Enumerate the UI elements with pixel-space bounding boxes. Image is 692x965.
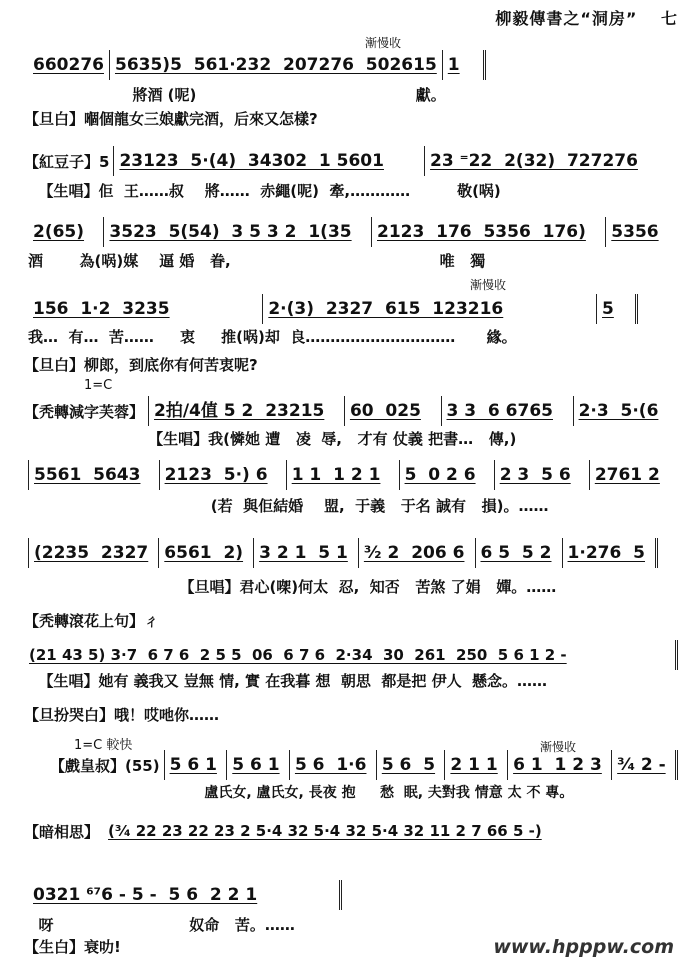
score-line-6 (28, 460, 678, 490)
measure: 1 1 1 2 1 (286, 460, 399, 490)
tune-label: 【秃轉減字芙蓉】 (24, 402, 145, 421)
measure: 1 (442, 50, 486, 80)
measure: 23123 5·(4) 34302 1 5601 (113, 146, 424, 176)
measure: 2·(3) 2327 615 123216 (262, 294, 596, 324)
lyrics-line-2: 【生唱】佢 王……叔 將…… 赤繩(呢) 牽,………… 敬(㖞) (28, 182, 501, 200)
lyrics-line-1: 將酒 (呢) 獻。 (28, 86, 446, 104)
measure: 2 3 5 6 (494, 460, 589, 490)
measure: 6 5 5 2 (475, 538, 562, 568)
tempo-mark: 漸慢收 (365, 36, 402, 50)
measure: 2·3 5·(6 (573, 396, 678, 426)
lyrics-line-3: 酒 為(㖞)媒 逼 婚 眷, 唯 獨 (28, 252, 486, 270)
score-line-8 (24, 640, 678, 670)
measure: 2123 176 5356 176) (371, 217, 605, 247)
measure: 5 (596, 294, 638, 324)
dialogue: 【生白】衰叻! (24, 938, 121, 956)
measure: 5 6 5 (376, 750, 445, 780)
measure: 5 0 2 6 (399, 460, 494, 490)
measure: ³⁄₄ 2 - (611, 750, 678, 780)
measure: 6 1 1 2 3 (507, 750, 611, 780)
measure: 660276 (33, 55, 104, 75)
measure: 3523 5(54) 3 5 3 2 1(35 (103, 217, 371, 247)
lyrics-line-5: 【生唱】我(憐她 遭 凌 辱, 才有 仗義 把書… 傳,) (28, 430, 517, 448)
measure: 60 025 (344, 396, 441, 426)
dialogue: 【秃轉滾花上句】ㄔ (24, 612, 160, 630)
measure: (21 43 5) 3·7 6 7 6 2 5 5 06 6 7 6 2·34 30 261 250 5 6 1 2 - (24, 640, 678, 670)
score-line-10 (24, 816, 678, 846)
measure: 5 6 1·6 (289, 750, 376, 780)
measure: 2123 5·) 6 (159, 460, 286, 490)
score-line-11 (28, 880, 342, 910)
lyrics-line-7: 【旦唱】君心(㗎)何太 忍, 知否 苦煞 了娟 嬋。…… (28, 578, 557, 596)
dialogue: 【旦白】嗰個龍女三娘獻完酒，后來又怎樣? (24, 110, 318, 128)
measure: 5356 (605, 217, 678, 247)
measure: (2235 2327 (28, 538, 158, 568)
measure: 5 6 1 (164, 750, 227, 780)
measure: 23 ⁼22 2(32) 727276 (424, 146, 678, 176)
measure: 3 3 6 6765 (441, 396, 573, 426)
tempo-mark: 漸慢收 (540, 740, 577, 754)
measure: 5561 5643 (28, 460, 159, 490)
tune-label: 【紅豆子】5 (24, 152, 110, 171)
score-line-3 (28, 217, 678, 247)
lyrics-line-6: (若 與佢結婚 盟, 于義 于名 誠有 損)。…… (28, 497, 549, 515)
measure: 2(65) (33, 222, 85, 242)
lyrics-line-9: 盧氏女, 盧氏女, 長夜 抱 愁 眠, 夫對我 情意 太 不 專。 (24, 785, 574, 801)
measure: 5 6 1 (226, 750, 289, 780)
measure: 1·276 5 (562, 538, 659, 568)
key-tempo: 1=C 較快 (74, 738, 133, 753)
score-line-2 (24, 146, 678, 176)
watermark: www.hpppw.com (493, 936, 674, 958)
page-header: 柳毅傳書之“洞房” 七 (495, 9, 678, 28)
measure: (³⁄₄ 22 23 22 23 2 5·4 32 5·4 32 5·4 32 11 2 7 66 5 -) (108, 822, 542, 840)
tempo-mark: 漸慢收 (470, 278, 507, 292)
measure: ³⁄₂ 2 206 6 (358, 538, 475, 568)
measure: 2拍/4值 5 2 23215 (148, 396, 344, 426)
lyrics-line-4: 我… 有… 苦…… 衷 推(㖞)却 良………………………… 緣。 (28, 328, 517, 346)
score-line-1 (28, 50, 678, 80)
measure: 3 2 1 5 1 (253, 538, 358, 568)
key-signature: 1=C (84, 378, 113, 393)
score-line-9 (50, 750, 678, 780)
tune-label: 【戲皇叔】(55) (50, 756, 160, 775)
score-line-5 (24, 396, 678, 426)
measure: 0321 ⁶⁷6 - 5 - 5 6 2 2 1 (28, 880, 342, 910)
lyrics-line-8: 【生唱】她有 義我又 豈無 情, 實 在我暮 想 朝思 都是把 伊人 懸念。…… (28, 672, 548, 690)
dialogue: 【旦白】柳郎，到底你有何苦衷呢? (24, 356, 258, 374)
measure: 6561 2) (158, 538, 253, 568)
tune-label: 【暗相思】 (24, 822, 100, 841)
score-line-7 (28, 538, 678, 568)
measure: 5635)5 561·232 207276 502615 (109, 50, 442, 80)
lyrics-line-11: 呀 奴命 苦。…… (28, 916, 295, 934)
score-line-4 (28, 294, 678, 324)
measure: 156 1·2 3235 (33, 299, 170, 319)
dialogue: 【旦扮哭白】哦！哎吔你…… (24, 706, 220, 724)
measure: 2 1 1 (444, 750, 507, 780)
measure: 2761 2 (589, 460, 678, 490)
